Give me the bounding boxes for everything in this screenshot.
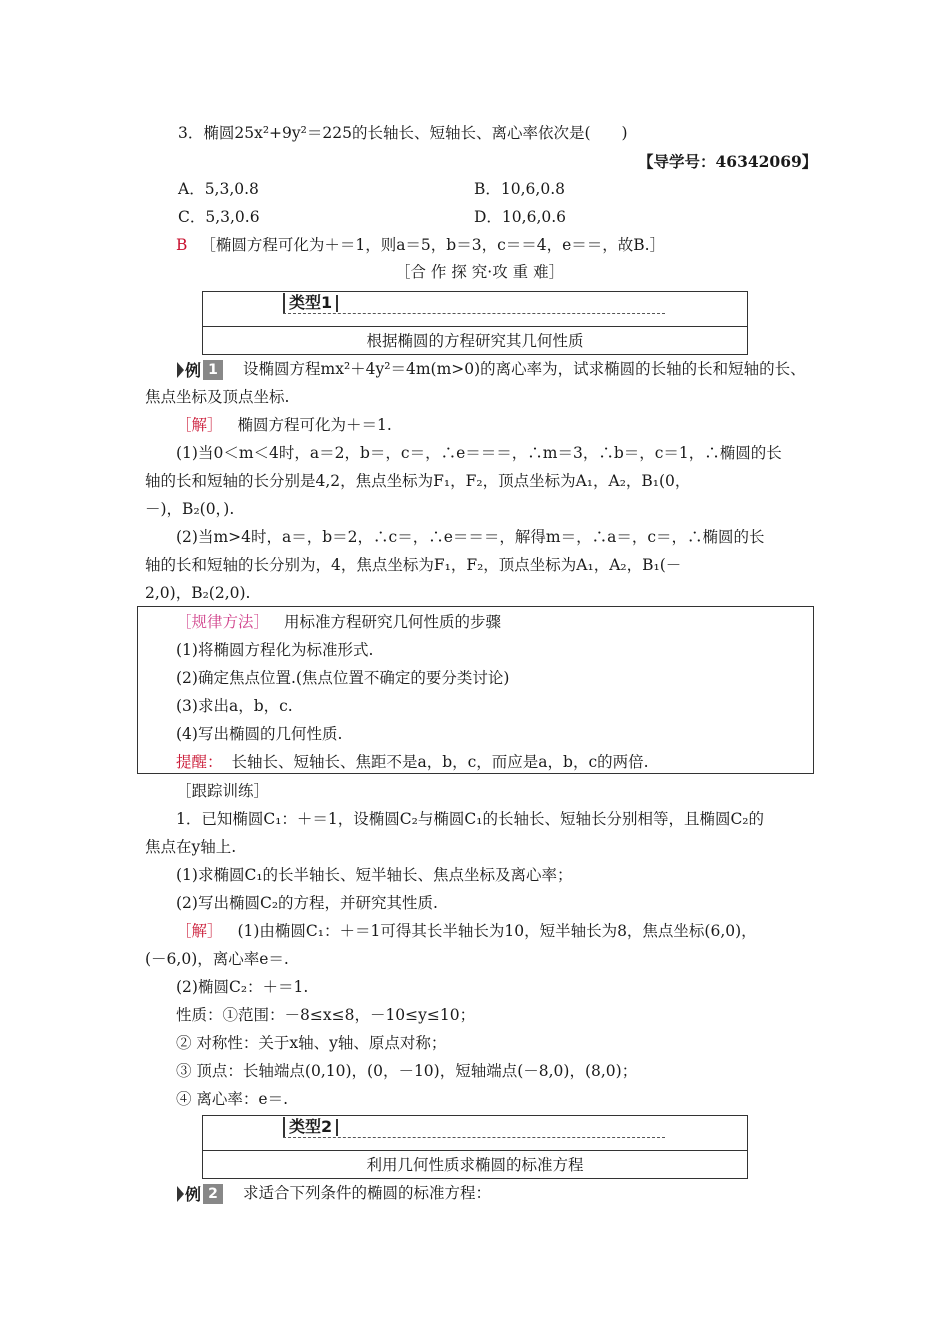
answer-line <box>176 235 665 255</box>
solution-text: 椭圆方程可化为＋＝1. <box>237 416 392 434</box>
example-number-badge: 1 <box>203 360 223 380</box>
question-3-stem: 3．椭圆25x²+9y²＝225的长轴长、短轴长、离心率依次是( ) <box>178 124 628 142</box>
example-2-text: 求适合下列条件的椭圆的标准方程： <box>243 1184 492 1202</box>
type-2-tag: 类型2 <box>283 1117 332 1137</box>
case-2-line-1: (2)当m>4时，a＝，b＝2，∴c＝，∴e＝＝＝，解得m＝，∴a＝，c＝，∴椭圆的长 <box>176 528 765 546</box>
example-1-line-2: 焦点坐标及顶点坐标. <box>145 388 290 406</box>
practice-line-2: 焦点在y轴上. <box>145 838 237 856</box>
rules-tip <box>176 752 649 772</box>
example-number-badge: 2 <box>203 1184 223 1204</box>
answer-explanation: ［椭圆方程可化为＋＝1，则a＝5，b＝3，c＝＝4，e＝＝，故B.］ <box>200 236 666 254</box>
practice-solution-line-3: (2)椭圆C₂：＋＝1. <box>176 978 309 996</box>
rule-step-4: (4)写出椭圆的几何性质. <box>176 725 343 743</box>
type-1-tag: 类型1 <box>283 293 332 313</box>
practice-tag: ［跟踪训练］ <box>176 782 270 800</box>
example-label-text: 例 <box>185 1185 202 1204</box>
section-title: ［合 作 探 究·攻 重 难］ <box>395 263 565 281</box>
rules-heading <box>176 612 501 632</box>
practice-solution-tag: ［解］ <box>176 922 223 940</box>
rule-step-2: (2)确定焦点位置.(焦点位置不确定的要分类讨论) <box>176 669 510 687</box>
arrow-icon <box>177 1186 184 1202</box>
case-1-line-2: 轴的长和短轴的长分别是4,2，焦点坐标为F₁，F₂，顶点坐标为A₁，A₂，B₁(0， <box>145 472 691 490</box>
practice-solution-line-4: 性质：①范围：－8≤x≤8，－10≤y≤10； <box>176 1006 476 1024</box>
example-1-line-1: 设椭圆方程mx²＋4y²＝4m(m>0)的离心率为，试求椭圆的长轴的长和短轴的长、 <box>243 360 806 378</box>
rule-step-1: (1)将椭圆方程化为标准形式. <box>176 641 374 659</box>
option-a: A．5,3,0.8 <box>178 180 259 198</box>
option-c: C．5,3,0.6 <box>178 208 260 226</box>
example-2-label <box>177 1182 223 1205</box>
case-1-line-1: (1)当0＜m＜4时，a＝2，b＝，c＝，∴e＝＝＝，∴m＝3，∴b＝，c＝1，∴椭圆的长 <box>176 444 782 462</box>
practice-solution-line-7: ④ 离心率：e＝. <box>176 1090 289 1108</box>
case-2-line-3: 2,0)，B₂(2,0). <box>145 584 251 602</box>
type-2-subtitle: 利用几何性质求椭圆的标准方程 <box>366 1156 584 1174</box>
type-2-box <box>202 1115 748 1179</box>
rules-title: 用标准方程研究几何性质的步骤 <box>283 613 501 631</box>
practice-line-1: 1．已知椭圆C₁：＋＝1，设椭圆C₂与椭圆C₁的长轴长、短轴长分别相等，且椭圆C₂的 <box>176 810 765 828</box>
dashed-divider <box>283 313 665 314</box>
tip-text: 长轴长、短轴长、焦距不是a，b，c，而应是a，b，c的两倍. <box>231 753 649 771</box>
option-b: B．10,6,0.8 <box>474 180 565 198</box>
arrow-icon <box>177 362 184 378</box>
guide-number: 【导学号：46342069】 <box>638 152 818 171</box>
case-2-line-2: 轴的长和短轴的长分别为，4，焦点坐标为F₁，F₂，顶点坐标为A₁，A₂，B₁(－ <box>145 556 682 574</box>
case-1-line-3: －)，B₂(0，). <box>145 500 235 518</box>
practice-solution-line-6: ③ 顶点：长轴端点(0,10)，(0，－10)，短轴端点(－8,0)，(8,0)； <box>176 1062 638 1080</box>
practice-solution-text: (1)由椭圆C₁：＋＝1可得其长半轴长为10，短半轴长为8，焦点坐标(6,0)， <box>237 922 757 940</box>
rules-tag: ［规律方法］ <box>176 613 270 631</box>
practice-solution-line-2: (－6,0)，离心率e＝. <box>145 950 289 968</box>
solution-tag: ［解］ <box>176 416 223 434</box>
practice-q2: (2)写出椭圆C₂的方程，并研究其性质. <box>176 894 438 912</box>
type-1-subtitle: 根据椭圆的方程研究其几何性质 <box>366 332 584 350</box>
rule-step-3: (3)求出a，b，c. <box>176 697 293 715</box>
answer-letter: B <box>176 236 188 254</box>
example-1-label <box>177 358 223 381</box>
practice-q1: (1)求椭圆C₁的长半轴长、短半轴长、焦点坐标及离心率； <box>176 866 573 884</box>
example-label-text: 例 <box>185 361 202 380</box>
tip-tag: 提醒： <box>176 753 223 771</box>
practice-solution-line-5: ② 对称性：关于x轴、y轴、原点对称； <box>176 1034 447 1052</box>
type-1-box <box>202 291 748 355</box>
solution-1-line <box>176 415 392 435</box>
option-d: D．10,6,0.6 <box>474 208 567 226</box>
dashed-divider <box>283 1137 665 1138</box>
practice-solution-line-1 <box>176 921 757 941</box>
